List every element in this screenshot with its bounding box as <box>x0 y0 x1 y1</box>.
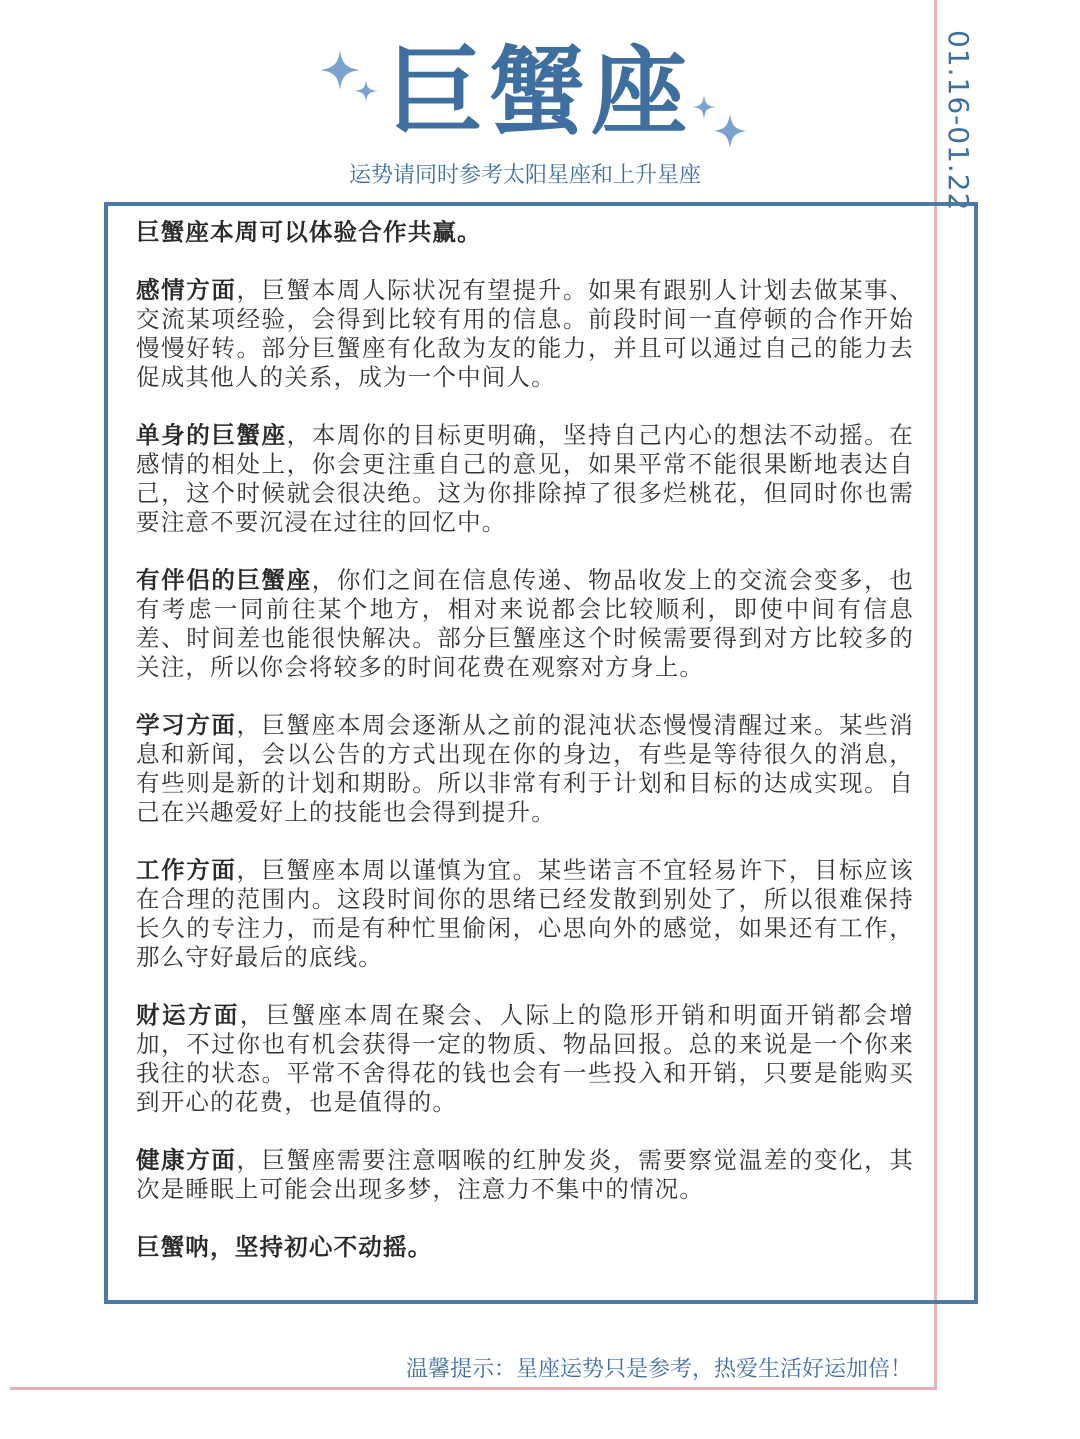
section-work <box>136 856 914 972</box>
section-heading: 健康方面 <box>136 1146 237 1174</box>
intro-paragraph <box>136 218 914 247</box>
section-wealth <box>136 1001 914 1117</box>
date-range: 01.16-01.22 <box>942 30 975 212</box>
section-partnered <box>136 566 914 682</box>
section-study <box>136 711 914 827</box>
page-subtitle: 运势请同时参考太阳星座和上升星座 <box>348 163 701 188</box>
section-heading: 感情方面 <box>136 276 237 304</box>
section-text: ，巨蟹座本周以谨慎为宜。某些诺言不宜轻易许下，目标应该在合理的范围内。这段时间你的思绪已经发散到别处了，所以很难保持长久的专注力，而是有种忙里偷闲，心思向外的感觉，如果还有工作，那么守好最后的底线。 <box>136 856 914 971</box>
intro-text: 巨蟹座本周可以体验合作共赢。 <box>136 218 482 246</box>
section-text: ，巨蟹座本周会逐渐从之前的混沌状态慢慢清醒过来。某些消息和新闻，会以公告的方式出现在你的身边，有些是等待很久的消息，有些则是新的计划和期盼。所以非常有利于计划和目标的达成实现。自己在兴趣爱好上的技能也会得到提升。 <box>136 711 914 826</box>
section-heading: 工作方面 <box>136 856 237 884</box>
section-heading: 单身的巨蟹座 <box>136 421 287 449</box>
footer-tip: 温馨提示：星座运势只是参考，热爱生活好运加倍！ <box>405 1357 912 1382</box>
section-text: ，你们之间在信息传递、物品收发上的交流会变多，也有考虑一同前往某个地方，相对来说都会比较顺利，即使中间有信息差、时间差也能很快解决。部分巨蟹座这个时候需要得到对方比较多的关注，所以你会将较多的时间花费在观察对方身上。 <box>136 566 914 681</box>
section-text: ，巨蟹本周人际状况有望提升。如果有跟别人计划去做某事、交流某项经验，会得到比较有用的信息。前段时间一直停顿的合作开始慢慢好转。部分巨蟹座有化敌为友的能力，并且可以通过自己的能力去促成其他人的关系，成为一个中间人。 <box>136 276 914 391</box>
closing-paragraph <box>136 1233 914 1262</box>
section-heading: 学习方面 <box>136 711 237 739</box>
pink-horizontal-line <box>10 1387 937 1390</box>
section-text: ，巨蟹座本周在聚会、人际上的隐形开销和明面开销都会增加，不过你也有机会获得一定的物质、物品回报。总的来说是一个你来我往的状态。平常不舍得花的钱也会有一些投入和开销，只要是能购买到开心的花费，也是值得的。 <box>136 1001 914 1116</box>
section-text: ，本周你的目标更明确，坚持自己内心的想法不动摇。在感情的相处上，你会更注重自己的意见，如果平常不能很果断地表达自己，这个时候就会很决绝。这为你排除掉了很多烂桃花，但同时你也需要注意不要沉浸在过往的回忆中。 <box>136 421 915 536</box>
section-single <box>136 421 914 537</box>
section-heading: 有伴侣的巨蟹座 <box>136 566 312 594</box>
section-love <box>136 276 914 392</box>
section-health <box>136 1146 914 1204</box>
closing-text: 巨蟹呐，坚持初心不动摇。 <box>136 1233 433 1261</box>
section-heading: 财运方面 <box>136 1001 240 1029</box>
horoscope-content <box>136 218 914 1291</box>
page-title: 巨蟹座 <box>387 36 693 148</box>
section-text: ，巨蟹座需要注意咽喉的红肿发炎，需要察觉温差的变化，其次是睡眠上可能会出现多梦，注意力不集中的情况。 <box>136 1146 914 1203</box>
